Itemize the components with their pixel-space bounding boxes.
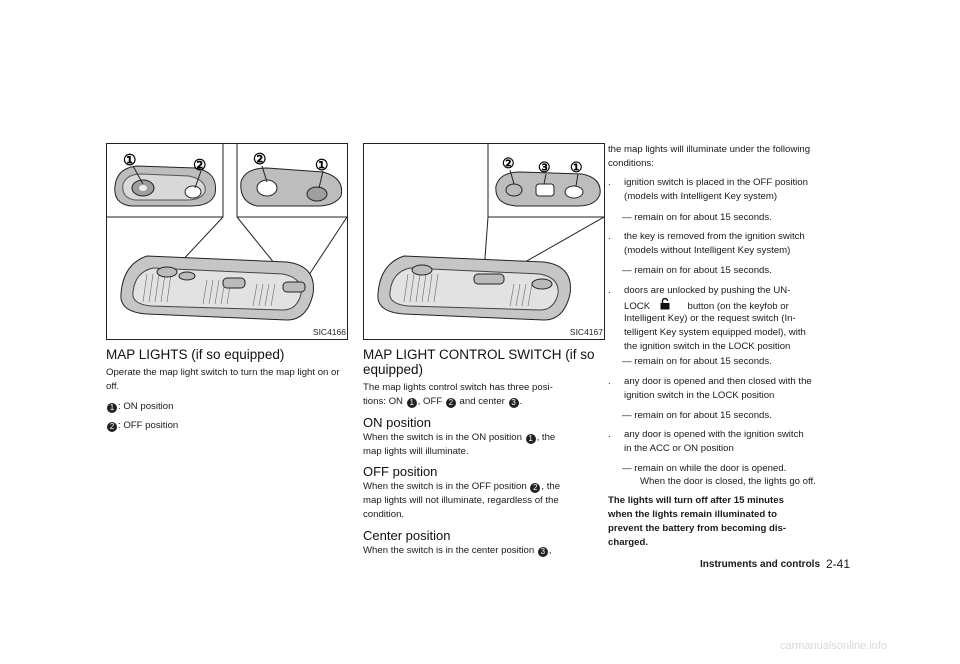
subheading-on-position: ON position [363, 415, 431, 430]
figure-code: SIC4167 [569, 327, 603, 337]
figure-map-lights [106, 143, 348, 340]
callout-1-icon: 1 [407, 398, 417, 408]
callout-3-icon: 3 [538, 547, 548, 557]
callout-1-icon: 1 [107, 403, 117, 413]
callout-2-icon: 2 [530, 483, 540, 493]
condition-5-duration-line2: When the door is closed, the lights go off. [640, 476, 816, 487]
condition-1-line2: (models with Intelligent Key system) [624, 191, 778, 202]
on-position-line1: When the switch is in the ON position 1 , the [363, 432, 556, 443]
condition-3-line2: LOCK button (on the keyfob or [624, 298, 789, 314]
on-position-line2: map lights will illuminate. [363, 446, 469, 457]
center-position-line1: When the switch is in the center position 3 , [363, 545, 552, 556]
bullet: . [608, 376, 611, 387]
page-number: 2-41 [826, 557, 851, 571]
right-intro-line2: conditions: [608, 158, 654, 169]
condition-2-line2: (models without Intelligent Key system) [624, 245, 791, 256]
item-off-position: 2 : OFF position [106, 419, 178, 433]
condition-3-duration: — remain on for about 15 seconds. [622, 356, 772, 367]
condition-3-line1: doors are unlocked by pushing the UN- [624, 285, 791, 296]
condition-2 [608, 230, 853, 260]
condition-2-duration: — remain on for about 15 seconds. [622, 265, 772, 276]
unlock-icon [659, 298, 671, 310]
svg-text:①: ① [570, 159, 583, 175]
svg-text:②: ② [253, 151, 267, 168]
control-switch-illustration [364, 144, 604, 339]
bullet: . [608, 177, 611, 188]
off-position-line2: map lights will not illuminate, regardless of the [363, 495, 559, 506]
bullet: . [608, 231, 611, 242]
bullet: . [608, 429, 611, 440]
svg-text:①: ① [315, 157, 329, 174]
figure-code: SIC4166 [312, 327, 346, 337]
off-position-line3: condition. [363, 509, 405, 520]
intro-line-1: Operate the map light switch to turn the map light on or off. [106, 367, 340, 392]
condition-4-duration: — remain on for about 15 seconds. [622, 410, 772, 421]
condition-4-line1: any door is opened and then closed with the [624, 376, 812, 387]
svg-text:②: ② [193, 157, 207, 174]
subheading-off-position: OFF position [363, 464, 438, 479]
condition-1 [608, 176, 853, 206]
off-position-line1: When the switch is in the OFF position 2 , the [363, 481, 561, 492]
callout-2-icon: 2 [446, 398, 456, 408]
battery-warning-line3: prevent the battery from becoming dis- [608, 523, 787, 534]
condition-5 [608, 428, 853, 458]
callout-1-icon: 1 [526, 434, 536, 444]
switch-intro-line2: tions: ON 1 , OFF 2 and center 3 . [363, 396, 523, 407]
bullet: . [608, 285, 611, 296]
condition-4-line2: ignition switch in the LOCK position [624, 390, 775, 401]
condition-3-line3: Intelligent Key) or the request switch (In- [624, 313, 796, 324]
watermark: carmanualsonline.info [780, 640, 888, 652]
right-intro-line1: the map lights will illuminate under the following [608, 144, 811, 155]
section-footer-title: Instruments and controls [700, 559, 821, 570]
condition-5-line2: in the ACC or ON position [624, 443, 734, 454]
svg-text:②: ② [502, 155, 515, 171]
callout-2-icon: 2 [107, 422, 117, 432]
callout-3-icon: 3 [509, 398, 519, 408]
battery-warning-line4: charged. [608, 537, 648, 548]
figure-map-light-control-switch [363, 143, 605, 340]
condition-3 [608, 284, 853, 356]
item-on-position: 1 : ON position [106, 400, 173, 414]
switch-intro-line1: The map lights control switch has three posi- [363, 382, 553, 393]
condition-4 [608, 375, 853, 405]
condition-5-line1: any door is opened with the ignition switch [624, 429, 804, 440]
svg-text:③: ③ [538, 159, 551, 175]
condition-1-line1: ignition switch is placed in the OFF position [624, 177, 808, 188]
section-heading-map-lights: MAP LIGHTS (if so equipped) [106, 347, 285, 362]
battery-warning-line2: when the lights remain illuminated to [608, 509, 777, 520]
battery-warning-line1: The lights will turn off after 15 minutes [608, 495, 784, 506]
condition-3-line5: the ignition switch in the LOCK position [624, 341, 791, 352]
subheading-center-position: Center position [363, 528, 451, 543]
map-light-illustration [107, 144, 347, 339]
section-heading-control-switch-line1: MAP LIGHT CONTROL SWITCH (if so [363, 347, 595, 362]
condition-1-duration: — remain on for about 15 seconds. [622, 212, 772, 223]
condition-2-line1: the key is removed from the ignition switch [624, 231, 805, 242]
condition-5-duration-line1: — remain on while the door is opened. [622, 463, 787, 474]
section-heading-control-switch-line2: equipped) [363, 362, 424, 377]
svg-text:①: ① [123, 152, 137, 169]
condition-3-line4: telligent Key system equipped model), with [624, 327, 806, 338]
